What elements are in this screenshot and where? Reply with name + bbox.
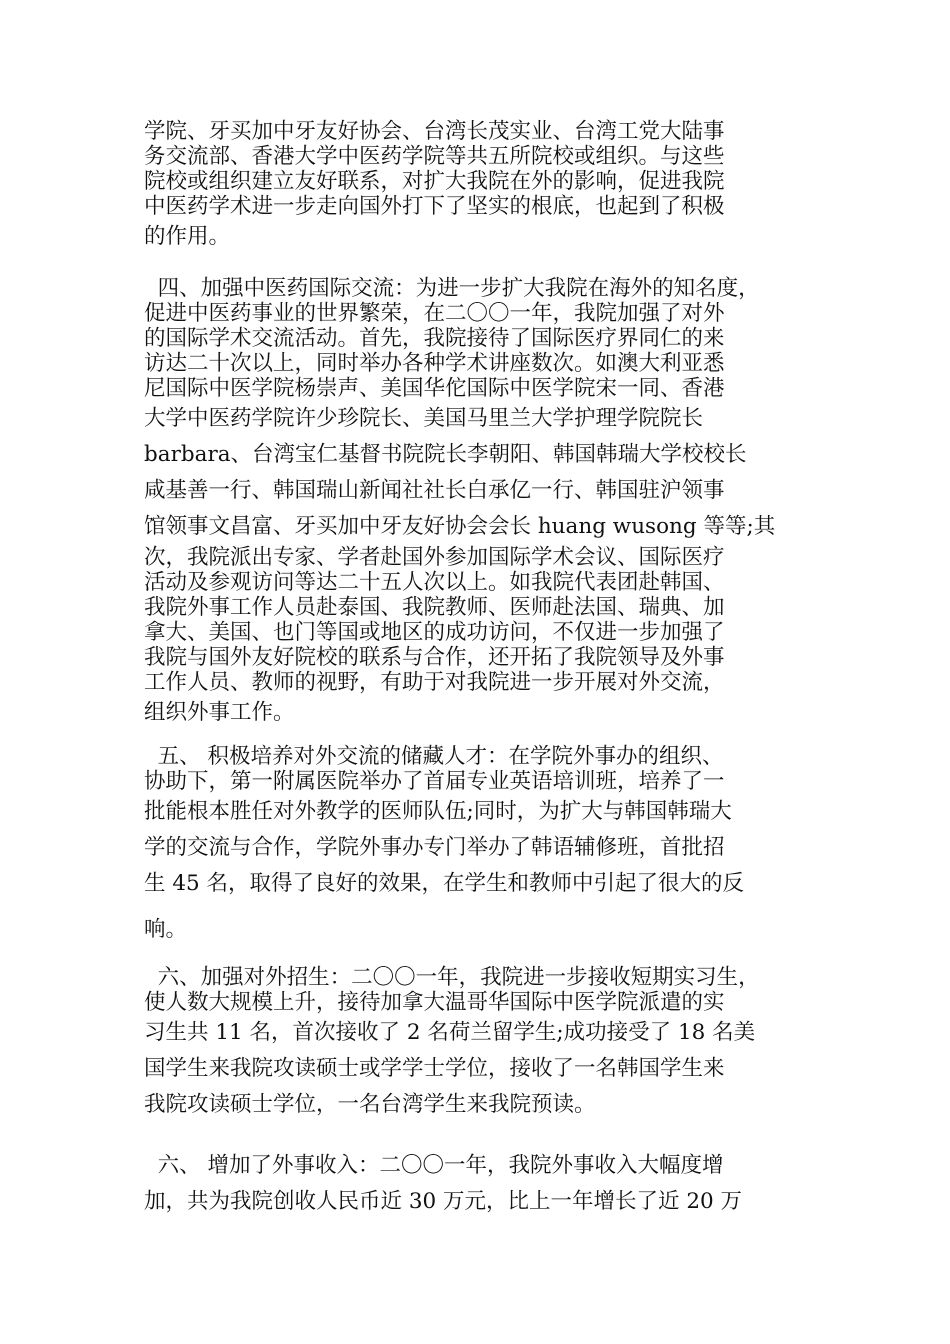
text-line: 加，共为我院创收人民币近 30 万元，比上一年增长了近 20 万 <box>144 1189 743 1214</box>
paragraph-foreign-affairs-income <box>144 1148 834 1220</box>
text-line: 院校或组织建立友好联系，对扩大我院在外的影响，促进我院 <box>144 169 725 194</box>
text-line: 工作人员、教师的视野，有助于对我院进一步开展对外交流， <box>144 670 725 695</box>
text-line: 的作用。 <box>144 224 231 249</box>
text-line: 中医药学术进一步走向国外打下了坚实的根底，也起到了积极 <box>144 194 725 219</box>
text-line: 馆领事文昌富、牙买加中牙友好协会会长 huang wusong 等等;其 <box>144 514 776 539</box>
paragraph-foreign-enrollment <box>144 965 834 1123</box>
text-line: 活动及参观访问等达二十五人次以上。如我院代表团赴韩国、 <box>144 570 725 595</box>
text-line: 响。 <box>144 917 188 942</box>
text-line: 拿大、美国、也门等国或地区的成功访问，不仅进一步加强了 <box>144 620 725 645</box>
text-line: 促进中医药事业的世界繁荣，在二〇〇一年，我院加强了对外 <box>144 301 725 326</box>
text-line: 的国际学术交流活动。首先，我院接待了国际医疗界同仁的来 <box>144 326 725 351</box>
text-line: 次，我院派出专家、学者赴国外参加国际学术会议、国际医疗 <box>144 545 725 570</box>
text-line: 四、加强中医药国际交流：为进一步扩大我院在海外的知名度， <box>144 276 760 301</box>
text-line: 学的交流与合作，学院外事办专门举办了韩语辅修班，首批招 <box>144 835 725 860</box>
text-line: 习生共 11 名，首次接收了 2 名荷兰留学生;成功接受了 18 名美 <box>144 1020 756 1045</box>
text-line: 组织外事工作。 <box>144 700 295 725</box>
text-line: 国学生来我院攻读硕士或学学士学位，接收了一名韩国学生来 <box>144 1056 725 1081</box>
text-line: 我院与国外友好院校的联系与合作，还开拓了我院领导及外事 <box>144 645 725 670</box>
text-line: 批能根本胜任对外教学的医师队伍;同时，为扩大与韩国韩瑞大 <box>144 799 732 824</box>
text-line: 使人数大规模上升，接待加拿大温哥华国际中医学院派遣的实 <box>144 990 725 1015</box>
text-line: 六、 增加了外事收入：二〇〇一年，我院外事收入大幅度增 <box>144 1153 724 1178</box>
paragraph-international-exchange <box>144 276 834 731</box>
text-line: 协助下，第一附属医院举办了首届专业英语培训班，培养了一 <box>144 769 725 794</box>
paragraph-partner-institutions <box>144 119 834 255</box>
text-line: 学院、牙买加中牙友好协会、台湾长茂实业、台湾工党大陆事 <box>144 119 725 144</box>
text-line: 大学中医药学院许少珍院长、美国马里兰大学护理学院院长 <box>144 406 704 431</box>
text-line: 访达二十次以上，同时举办各种学术讲座数次。如澳大利亚悉 <box>144 351 725 376</box>
text-line: 务交流部、香港大学中医药学院等共五所院校或组织。与这些 <box>144 144 725 169</box>
text-line: 我院外事工作人员赴泰国、我院教师、医师赴法国、瑞典、加 <box>144 595 725 620</box>
paragraph-talent-training <box>144 744 834 948</box>
text-line: 我院攻读硕士学位，一名台湾学生来我院预读。 <box>144 1092 596 1117</box>
text-line: 六、加强对外招生：二〇〇一年，我院进一步接收短期实习生， <box>144 965 760 990</box>
text-line: barbara、台湾宝仁基督书院院长李朝阳、韩国韩瑞大学校校长 <box>144 442 747 467</box>
text-line: 五、 积极培养对外交流的储藏人才：在学院外事办的组织、 <box>144 744 724 769</box>
text-line: 生 45 名，取得了良好的效果，在学生和教师中引起了很大的反 <box>144 871 745 896</box>
text-line: 尼国际中医学院杨崇声、美国华佗国际中医学院宋一同、香港 <box>144 376 725 401</box>
text-line: 咸基善一行、韩国瑞山新闻社社长白承亿一行、韩国驻沪领事 <box>144 478 725 503</box>
